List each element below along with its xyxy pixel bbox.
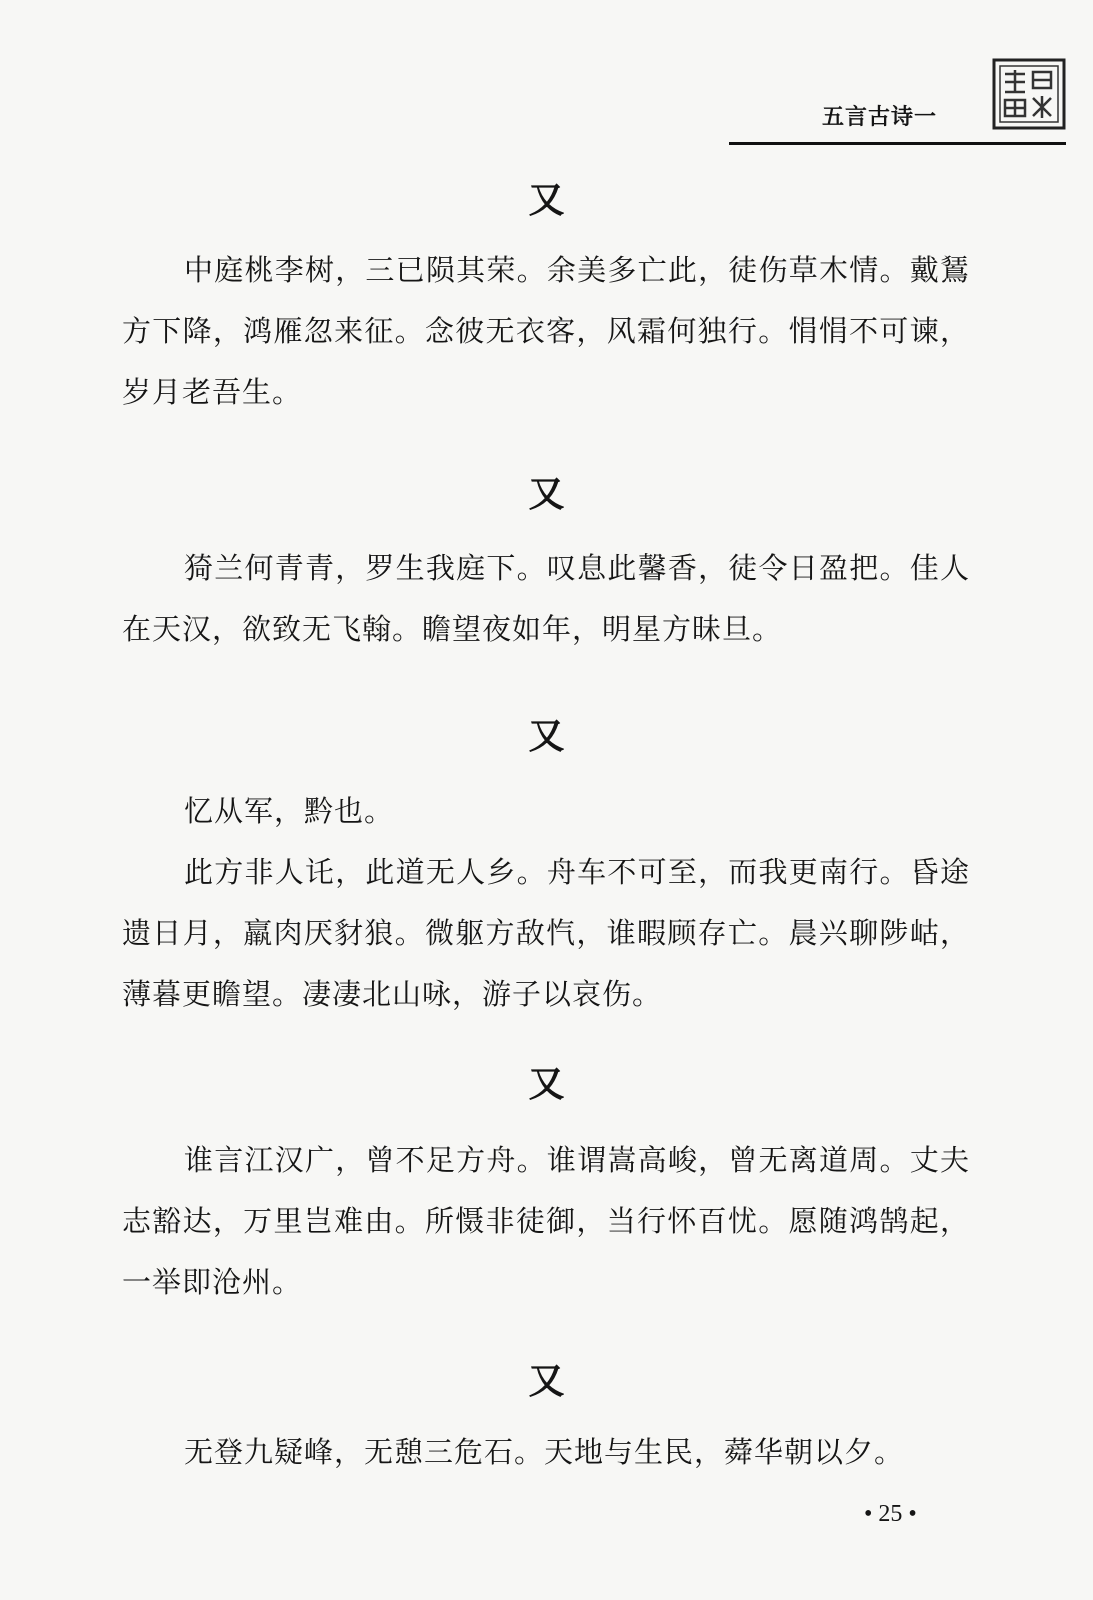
section-heading: 又 [528,179,565,221]
running-header-title: 五言古诗一 [822,105,938,130]
section-heading: 又 [528,1063,565,1105]
poem-note: 忆从军，黔也。 [184,794,395,828]
section-heading: 又 [528,473,565,515]
poem-paragraph: 此方非人讬，此道无人乡。舟车不可至，而我更南行。昏途遗日月，羸肉厌豺狼。微躯方敌忾，谁暇顾存亡。晨兴聊陟岵，薄暮更瞻望。凄凄北山咏，游子以哀伤。 [122,855,970,1011]
section-heading: 又 [528,715,565,757]
section-heading: 又 [528,1360,565,1402]
page-number: • 25 • [864,1501,917,1527]
poem-paragraph: 中庭桃李树，三已陨其荣。余美多亡此，徒伤草木情。戴鵟方下降，鸿雁忽来征。念彼无衣客，风霜何独行。悁悁不可谏，岁月老吾生。 [122,253,970,409]
poem-paragraph: 无登九疑峰，无憩三危石。天地与生民，蕣华朝以夕。 [184,1435,905,1469]
seal-stamp-icon [992,58,1066,130]
poem-paragraph: 猗兰何青青，罗生我庭下。叹息此馨香，徒令日盈把。佳人在天汉，欲致无飞翰。瞻望夜如年，明星方昧旦。 [122,551,970,646]
header-rule [729,142,1066,145]
poem-paragraph: 谁言江汉广，曾不足方舟。谁谓嵩高峻，曾无离道周。丈夫志豁达，万里岂难由。所慑非徒御，当行怀百忧。愿随鸿鹄起，一举即沧州。 [122,1143,970,1299]
